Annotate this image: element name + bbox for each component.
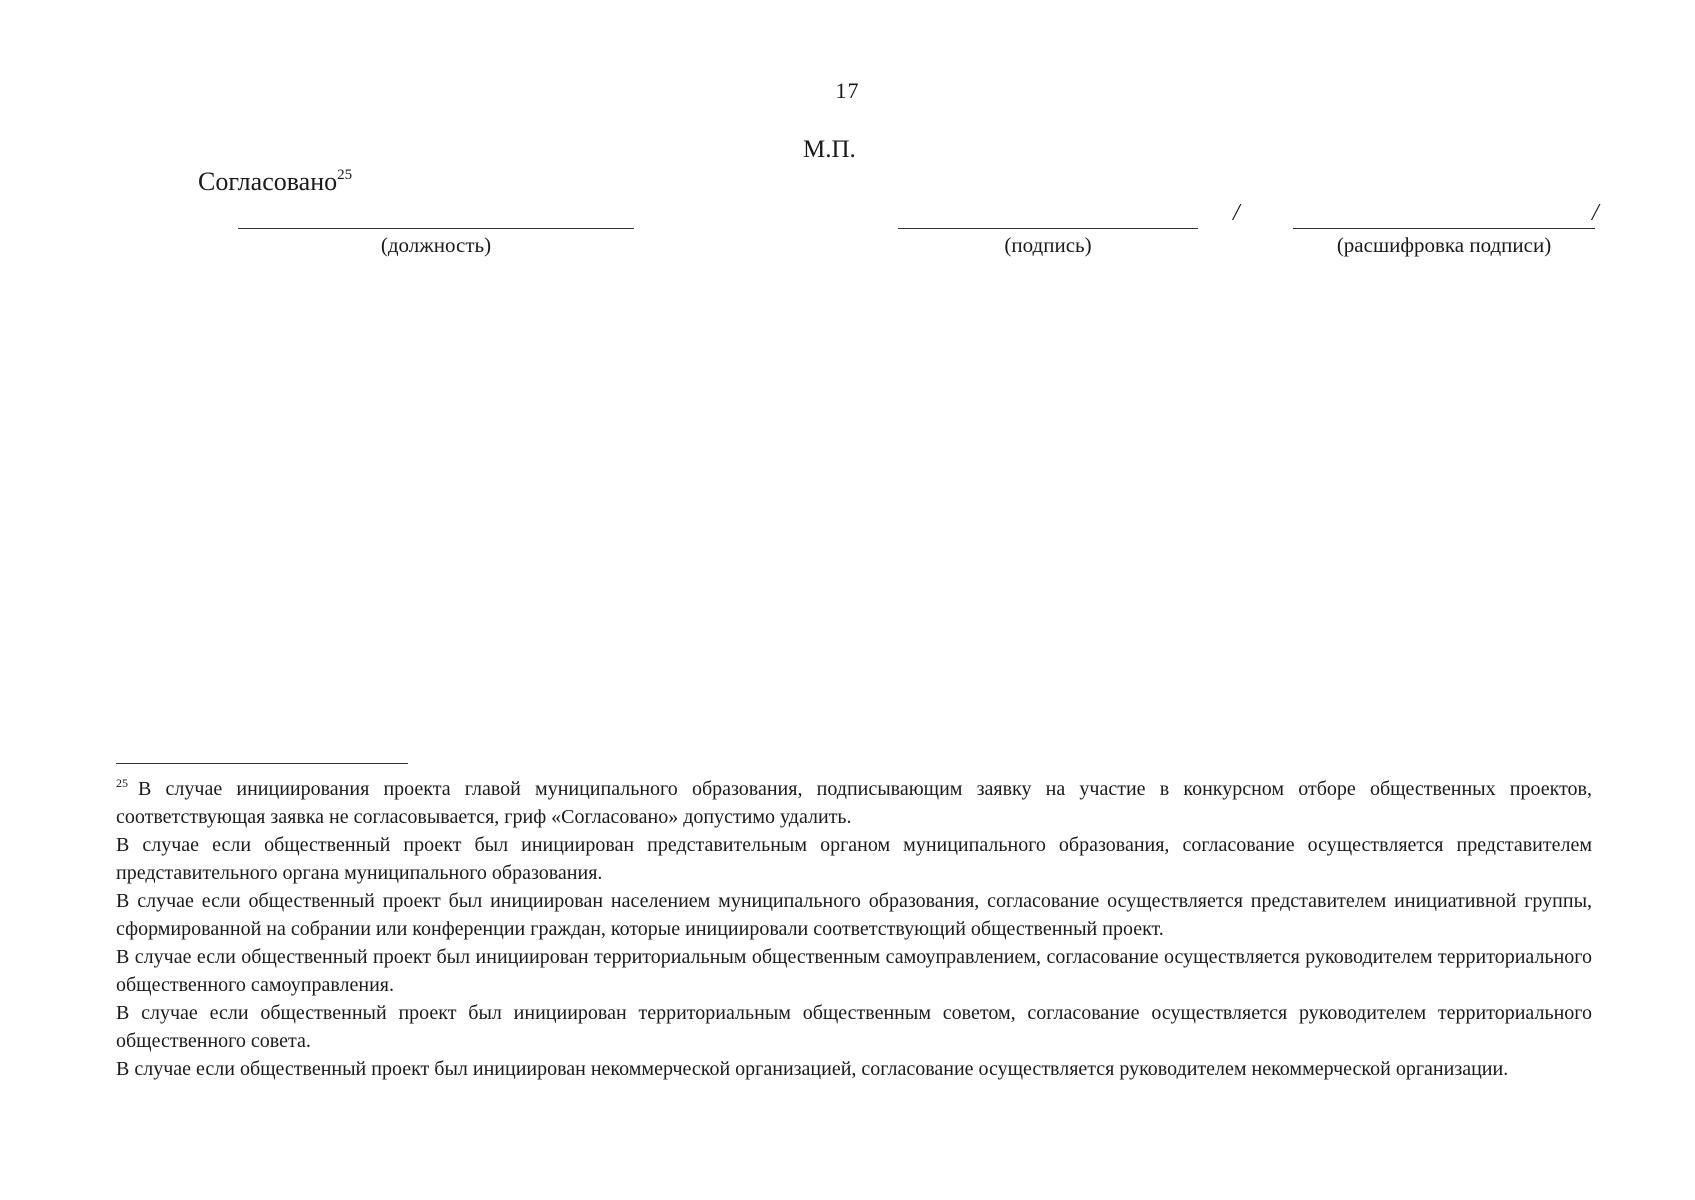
footnote-paragraph: В случае если общественный проект был инициирован населением муниципального образования, согласование осуществляется представителем инициативной группы, сформированной на собрании или конференции граждан, которые инициировали соответствующий общественный проект. [116, 890, 1592, 940]
footnote-paragraph: В случае если общественный проект был инициирован территориальным общественным советом, согласование осуществляется руководителем территориального общественного совета. [116, 1002, 1592, 1052]
approval-heading [198, 167, 352, 197]
footnote-block [116, 775, 1592, 1083]
decoding-end-separator: / [1592, 200, 1599, 226]
approval-label: Согласовано [198, 167, 338, 196]
decoding-line [1293, 228, 1595, 229]
footnote-paragraph: В случае если общественный проект был инициирован территориальным общественным самоуправлением, согласование осуществляется руководителем территориального общественного самоуправления. [116, 946, 1592, 996]
position-caption: (должность) [380, 233, 492, 257]
signature-separator: / [1233, 200, 1240, 226]
footnote-separator [116, 763, 408, 764]
footnote-paragraph: В случае если общественный проект был инициирован некоммерческой организацией, согласование осуществляется руководителем некоммерческой организации. [116, 1058, 1509, 1080]
page-number: 17 [835, 78, 860, 103]
decoding-caption: (расшифровка подписи) [1336, 233, 1552, 257]
footnote-paragraph: $^{25}$ В случае инициирования проекта главой муниципального образования, подписывающим заявку на участие в конкурсном отборе общественных проектов, соответствующая заявка не согласовывается, гриф «Согласовано» допустимо удалить. [116, 776, 1592, 828]
signature-line [898, 228, 1198, 229]
stamp-place-label: М.П. [803, 136, 856, 163]
footnote-paragraph: В случае если общественный проект был инициирован представительным органом муниципального образования, согласование осуществляется представителем представительного органа муниципального образования. [116, 834, 1592, 884]
position-line [238, 228, 634, 229]
approval-footnote-ref: 25 [337, 167, 353, 183]
signature-caption: (подпись) [1004, 233, 1092, 257]
footnote-marker: 25 [116, 776, 128, 790]
